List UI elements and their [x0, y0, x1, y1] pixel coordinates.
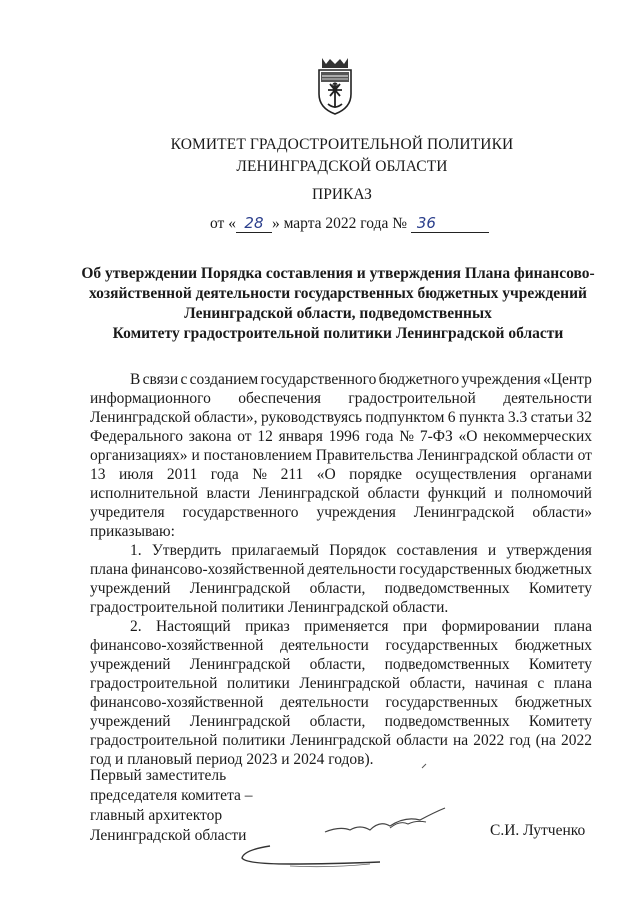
document-type: ПРИКАЗ	[312, 186, 372, 203]
position-line: Ленинградской области	[90, 827, 247, 844]
document-body	[90, 370, 592, 769]
coat-of-arms-icon	[316, 56, 354, 116]
text-line: Федерального закона от 12 января 1996 года № 7-ФЗ «О некоммерческих	[90, 428, 592, 445]
text-line: плана финансово-хозяйственной деятельности государственных бюджетных	[90, 561, 592, 578]
text-line: учредителя государственного учреждения Ленинградской области»	[90, 504, 592, 521]
text-line: финансово-хозяйственной деятельности государственных бюджетных	[90, 637, 592, 654]
title-line: хозяйственной деятельности государственных бюджетных учреждений	[89, 285, 587, 302]
date-prefix: от «	[210, 215, 236, 232]
text-line: градостроительной политики Ленинградской области на 2022 год (на 2022	[90, 732, 592, 749]
text-line: градостроительной политики Ленинградской области, начиная с плана	[90, 675, 592, 692]
text-line: 2. Настоящий приказ применяется при формировании плана	[130, 618, 592, 635]
signatory-position	[90, 766, 253, 846]
date-suffix: » марта 2022 года №	[271, 215, 408, 232]
org-name-line2: ЛЕНИНГРАДСКОЙ ОБЛАСТИ	[236, 158, 448, 175]
text-line: градостроительной политики Ленинградской области.	[90, 599, 449, 616]
text-line: учреждений Ленинградской области, подведомственных Комитету	[90, 713, 592, 730]
item-2-paragraph	[90, 617, 592, 769]
text-line: 13 июля 2011 года № 211 «О порядке осуществления органами	[90, 466, 592, 483]
title-line: Об утверждении Порядка составления и утверждения Плана финансово-	[81, 265, 595, 282]
handwritten-signature	[230, 760, 450, 880]
preamble-paragraph	[90, 370, 592, 541]
text-line: учреждений Ленинградской области, подведомственных Комитету	[90, 580, 592, 597]
text-line: Ленинградской области», руководствуясь подпунктом 6 пункта 3.3 статьи 32	[90, 409, 592, 426]
org-name-line1: КОМИТЕТ ГРАДОСТРОИТЕЛЬНОЙ ПОЛИТИКИ	[170, 136, 514, 153]
date-number-line	[210, 214, 489, 233]
doc-number-handwritten: 36	[411, 214, 489, 233]
text-line: 1. Утвердить прилагаемый Порядок составления и утверждения	[130, 542, 592, 559]
text-line: финансово-хозяйственной деятельности государственных бюджетных	[90, 694, 592, 711]
position-line: Первый заместитель	[90, 767, 227, 784]
position-line: главный архитектор	[90, 807, 223, 824]
signatory-name: С.И. Лутченко	[490, 822, 586, 839]
text-line: учреждений Ленинградской области, подведомственных Комитету	[90, 656, 592, 673]
text-line: информационного обеспечения градостроительной деятельности	[90, 390, 592, 407]
item-1-paragraph	[90, 541, 592, 617]
title-line: Ленинградской области, подведомственных	[184, 305, 492, 322]
text-line: исполнительной власти Ленинградской области функций и полномочий	[90, 485, 592, 502]
title-line: Комитету градостроительной политики Ленинградской области	[112, 325, 564, 342]
position-line: председателя комитета –	[90, 787, 253, 804]
document-title	[78, 264, 598, 344]
text-line: организациях» и постановлением Правительства Ленинградской области от	[90, 447, 592, 464]
text-line: В связи с созданием государственного бюджетного учреждения «Центр	[130, 371, 592, 388]
text-line: приказываю:	[90, 523, 175, 540]
date-day-handwritten: 28	[236, 214, 272, 233]
text-line: год и плановый период 2023 и 2024 годов).	[90, 751, 374, 768]
